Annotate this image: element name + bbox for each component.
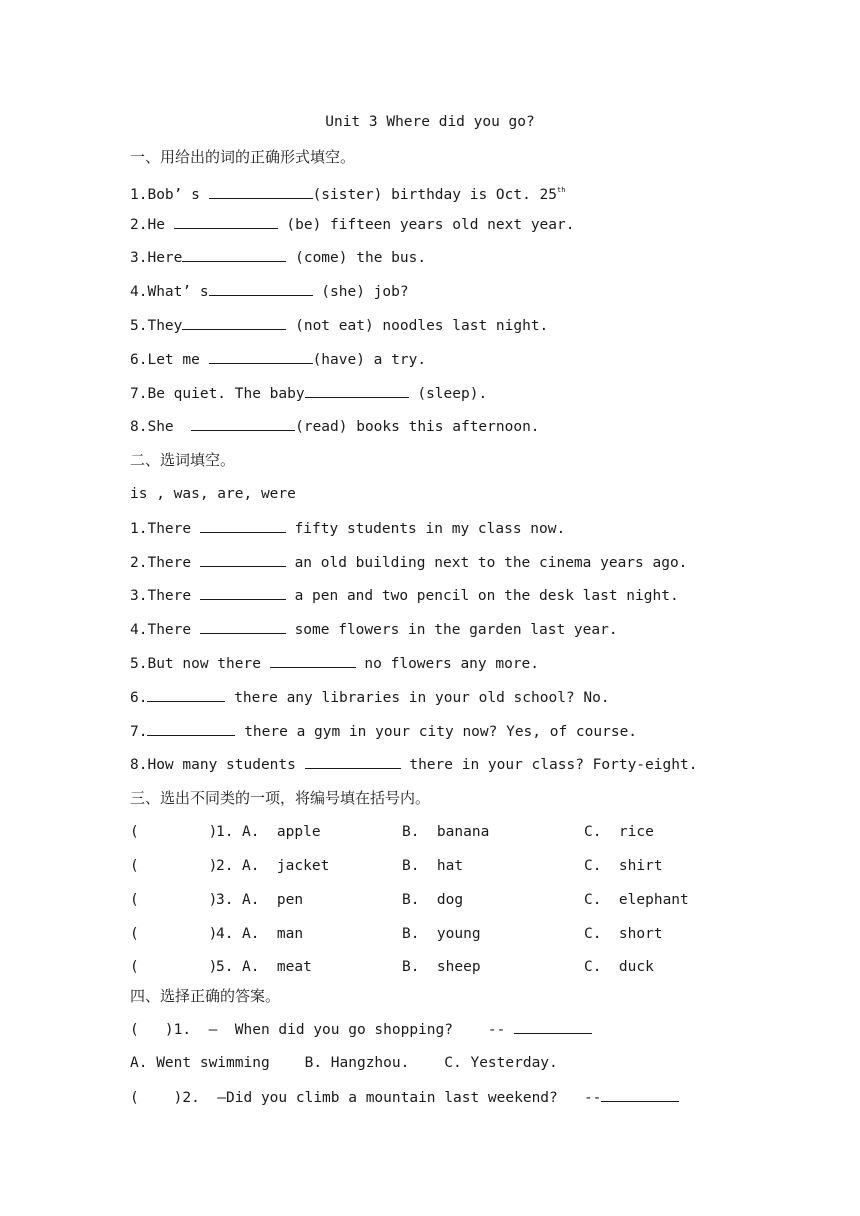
question-number: 2. xyxy=(216,858,234,874)
s1-question-3: 3.Here (come) the bus. xyxy=(130,247,426,268)
s4-question-2: ( )2. –Did you climb a mountain last weekend? -- xyxy=(130,1087,679,1108)
s2-question-8: 8.How many students there in your class? Forty-eight. xyxy=(130,754,697,775)
option-b: B. young xyxy=(402,926,481,942)
section-3-heading: 三、选出不同类的一项，将编号填在括号内。 xyxy=(130,789,431,807)
section-1-heading: 一、用给出的词的正确形式填空。 xyxy=(130,148,356,166)
answer-blank[interactable] xyxy=(200,518,286,533)
answer-blank[interactable] xyxy=(305,754,401,769)
s2-question-7: 7. there a gym in your city now? Yes, of course. xyxy=(130,721,637,742)
s3-row-4 xyxy=(130,924,663,944)
answer-blank[interactable] xyxy=(200,619,286,634)
s1-question-6: 6.Let me (have) a try. xyxy=(130,349,426,370)
option-a: A. pen xyxy=(242,892,304,908)
s1-question-2: 2.He (be) fifteen years old next year. xyxy=(130,214,574,235)
answer-paren[interactable]: ( ) xyxy=(130,892,218,908)
answer-blank[interactable] xyxy=(270,653,356,668)
answer-blank[interactable] xyxy=(209,281,313,296)
answer-blank[interactable] xyxy=(147,687,225,702)
answer-blank[interactable] xyxy=(305,383,409,398)
word-bank: is , was, are, were xyxy=(130,486,296,502)
answer-blank[interactable] xyxy=(209,184,313,199)
s3-row-2 xyxy=(130,856,663,876)
s3-row-3 xyxy=(130,890,689,910)
answer-blank[interactable] xyxy=(182,315,286,330)
s1-question-7: 7.Be quiet. The baby (sleep). xyxy=(130,383,487,404)
answer-paren[interactable]: ( ) xyxy=(130,858,218,874)
section-4-heading: 四、选择正确的答案。 xyxy=(130,987,281,1005)
answer-paren[interactable]: ( ) xyxy=(130,959,218,975)
page-title: Unit 3 Where did you go? xyxy=(325,114,535,130)
option-c: C. elephant xyxy=(584,892,689,908)
question-number: 3. xyxy=(216,892,234,908)
s4-question-1-options: A. Went swimming B. Hangzhou. C. Yesterday. xyxy=(130,1055,558,1071)
answer-blank[interactable] xyxy=(147,721,235,736)
answer-paren[interactable]: ( ) xyxy=(130,824,218,840)
s4-question-1: ( )1. – When did you go shopping? -- xyxy=(130,1019,592,1040)
s1-question-5: 5.They (not eat) noodles last night. xyxy=(130,315,548,336)
s2-question-3: 3.There a pen and two pencil on the desk last night. xyxy=(130,585,679,606)
s3-row-5 xyxy=(130,957,654,977)
option-b: B. dog xyxy=(402,892,464,908)
option-b: B. sheep xyxy=(402,959,481,975)
question-number: 1. xyxy=(216,824,234,840)
option-b: B. banana xyxy=(402,824,490,840)
option-a: A. meat xyxy=(242,959,312,975)
answer-paren[interactable]: ( ) xyxy=(130,926,218,942)
option-c: C. duck xyxy=(584,959,654,975)
s1-question-8: 8.She (read) books this afternoon. xyxy=(130,416,540,437)
option-a: A. man xyxy=(242,926,304,942)
answer-blank[interactable] xyxy=(174,214,278,229)
answer-blank[interactable] xyxy=(182,247,286,262)
s2-question-6: 6. there any libraries in your old school? No. xyxy=(130,687,610,708)
s3-row-1 xyxy=(130,822,654,842)
answer-blank[interactable] xyxy=(200,585,286,600)
option-c: C. short xyxy=(584,926,663,942)
s2-question-1: 1.There fifty students in my class now. xyxy=(130,518,565,539)
answer-blank[interactable] xyxy=(514,1019,592,1034)
s2-question-4: 4.There some flowers in the garden last year. xyxy=(130,619,618,640)
answer-blank[interactable] xyxy=(191,416,295,431)
option-a: A. apple xyxy=(242,824,321,840)
section-2-heading: 二、选词填空。 xyxy=(130,451,236,469)
s2-question-5: 5.But now there no flowers any more. xyxy=(130,653,539,674)
s1-question-1: 1.Bob’ s (sister) birthday is Oct. 25th xyxy=(130,186,566,203)
answer-blank[interactable] xyxy=(601,1087,679,1102)
option-b: B. hat xyxy=(402,858,464,874)
answer-blank[interactable] xyxy=(209,349,313,364)
option-c: C. rice xyxy=(584,824,654,840)
answer-blank[interactable] xyxy=(200,552,286,567)
s1-question-4: 4.What’ s (she) job? xyxy=(130,281,409,302)
s2-question-2: 2.There an old building next to the cinema years ago. xyxy=(130,552,687,573)
option-c: C. shirt xyxy=(584,858,663,874)
question-number: 4. xyxy=(216,926,234,942)
question-number: 5. xyxy=(216,959,234,975)
option-a: A. jacket xyxy=(242,858,330,874)
